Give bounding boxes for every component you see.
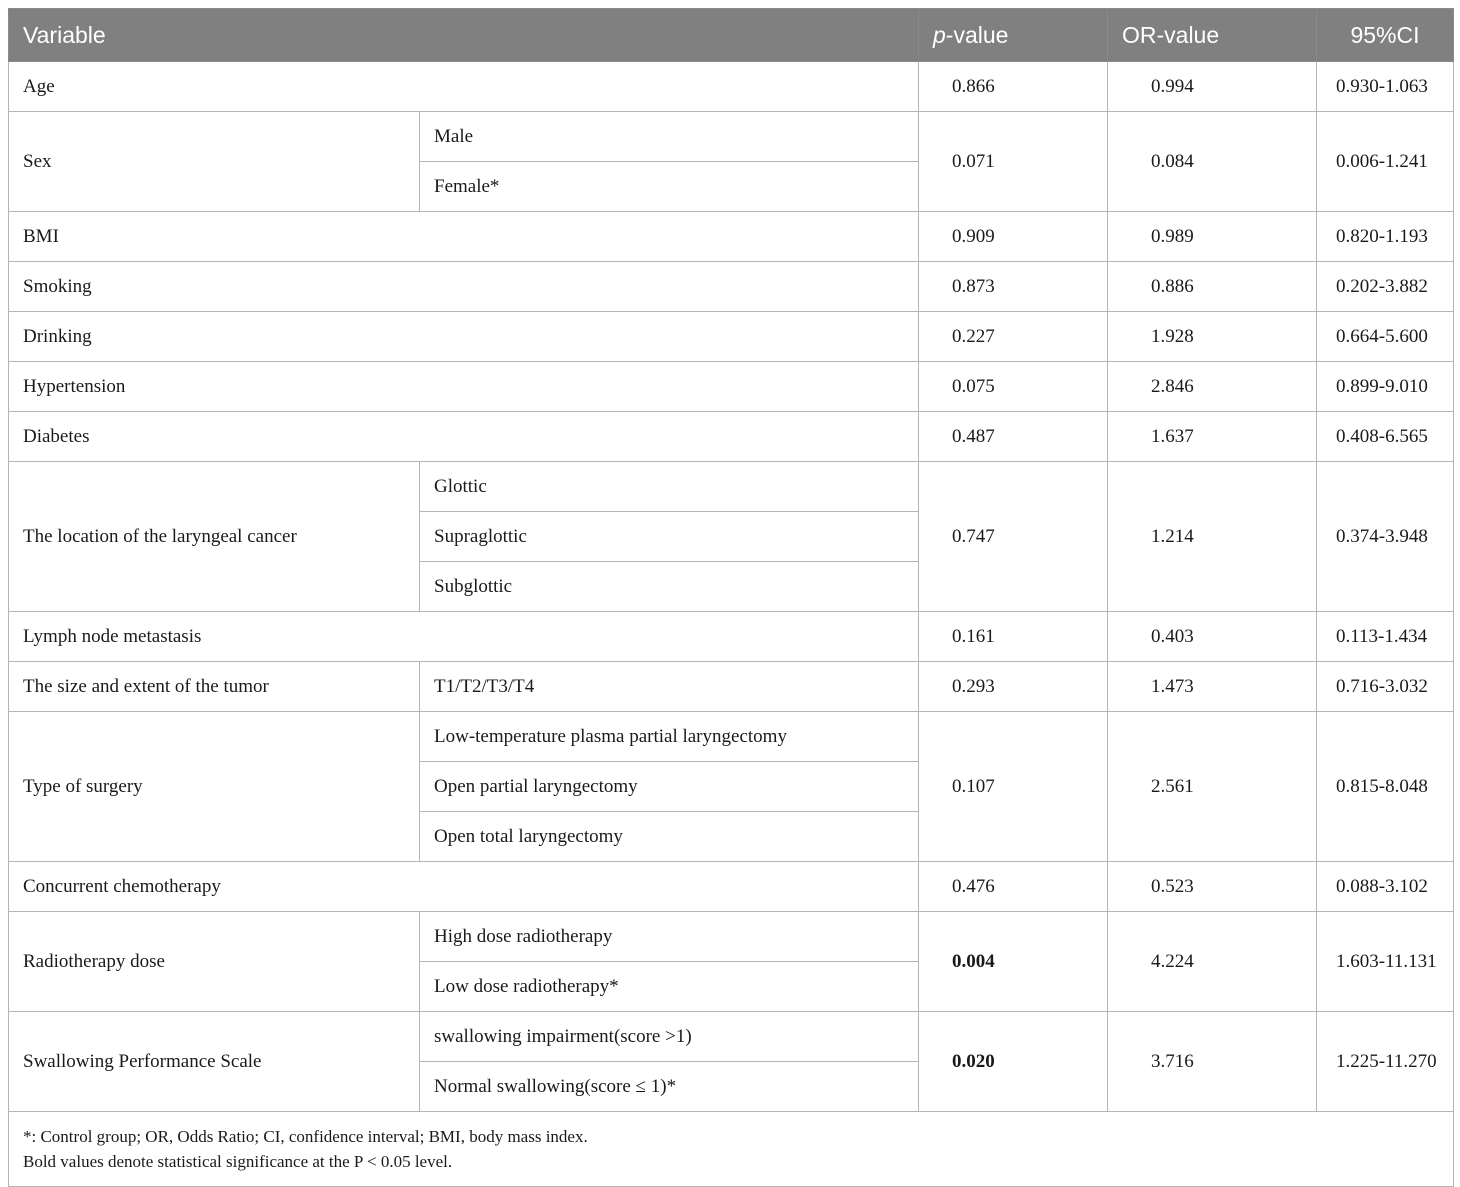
subcategory-cell: Normal swallowing(score ≤ 1)* <box>420 1062 919 1112</box>
subcategory-cell: Open partial laryngectomy <box>420 762 919 812</box>
subcategory-cell: Female* <box>420 162 919 212</box>
p-value-cell: 0.476 <box>919 862 1108 912</box>
variable-cell: The location of the laryngeal cancer <box>9 462 420 612</box>
ci-cell: 0.006-1.241 <box>1317 112 1454 212</box>
table-row <box>9 62 1454 112</box>
results-table-container <box>8 8 1453 1187</box>
table-row <box>9 112 1454 162</box>
header-p-italic: p <box>933 21 946 48</box>
variable-cell: Radiotherapy dose <box>9 912 420 1012</box>
p-value-cell: 0.866 <box>919 62 1108 112</box>
variable-cell: Hypertension <box>9 362 919 412</box>
or-value-cell: 1.637 <box>1108 412 1317 462</box>
ci-cell: 0.408-6.565 <box>1317 412 1454 462</box>
ci-cell: 1.603-11.131 <box>1317 912 1454 1012</box>
ci-cell: 1.225-11.270 <box>1317 1012 1454 1112</box>
footnote-row <box>9 1112 1454 1187</box>
variable-cell: The size and extent of the tumor <box>9 662 420 712</box>
header-ci: 95%CI <box>1317 9 1454 62</box>
or-value-cell: 2.561 <box>1108 712 1317 862</box>
header-p-rest: -value <box>945 21 1009 48</box>
ci-cell: 0.088-3.102 <box>1317 862 1454 912</box>
table-row <box>9 862 1454 912</box>
table-row <box>9 312 1454 362</box>
subcategory-cell: Male <box>420 112 919 162</box>
ci-cell: 0.202-3.882 <box>1317 262 1454 312</box>
p-value-cell: 0.873 <box>919 262 1108 312</box>
ci-cell: 0.820-1.193 <box>1317 212 1454 262</box>
p-value-cell: 0.293 <box>919 662 1108 712</box>
or-value-cell: 0.886 <box>1108 262 1317 312</box>
p-value-cell-significant: 0.020 <box>919 1012 1108 1112</box>
variable-cell: Swallowing Performance Scale <box>9 1012 420 1112</box>
p-value-cell: 0.909 <box>919 212 1108 262</box>
footnote-line-2: Bold values denote statistical significance at the P < 0.05 level. <box>23 1152 453 1171</box>
p-value-cell: 0.747 <box>919 462 1108 612</box>
table-row <box>9 362 1454 412</box>
variable-cell: Concurrent chemotherapy <box>9 862 919 912</box>
table-row <box>9 412 1454 462</box>
p-value-cell-significant: 0.004 <box>919 912 1108 1012</box>
subcategory-cell: Low-temperature plasma partial laryngectomy <box>420 712 919 762</box>
table-row <box>9 712 1454 762</box>
subcategory-cell: High dose radiotherapy <box>420 912 919 962</box>
header-p-value <box>919 9 1108 62</box>
p-value-cell: 0.075 <box>919 362 1108 412</box>
header-or-value: OR-value <box>1108 9 1317 62</box>
variable-cell: Type of surgery <box>9 712 420 862</box>
ci-cell: 0.716-3.032 <box>1317 662 1454 712</box>
p-value-cell: 0.227 <box>919 312 1108 362</box>
p-value-cell: 0.071 <box>919 112 1108 212</box>
variable-cell: Drinking <box>9 312 919 362</box>
or-value-cell: 4.224 <box>1108 912 1317 1012</box>
ci-cell: 0.664-5.600 <box>1317 312 1454 362</box>
ci-cell: 0.815-8.048 <box>1317 712 1454 862</box>
subcategory-cell: Open total laryngectomy <box>420 812 919 862</box>
logistic-regression-table <box>8 8 1454 1187</box>
or-value-cell: 0.523 <box>1108 862 1317 912</box>
subcategory-cell: Glottic <box>420 462 919 512</box>
ci-cell: 0.113-1.434 <box>1317 612 1454 662</box>
footnote-line-1: *: Control group; OR, Odds Ratio; CI, confidence interval; BMI, body mass index. <box>23 1127 588 1146</box>
table-row <box>9 612 1454 662</box>
header-variable: Variable <box>9 9 919 62</box>
table-row <box>9 212 1454 262</box>
variable-cell: BMI <box>9 212 919 262</box>
ci-cell: 0.930-1.063 <box>1317 62 1454 112</box>
or-value-cell: 0.084 <box>1108 112 1317 212</box>
or-value-cell: 2.846 <box>1108 362 1317 412</box>
footnote-cell <box>9 1112 1454 1187</box>
or-value-cell: 1.214 <box>1108 462 1317 612</box>
table-row <box>9 912 1454 962</box>
subcategory-cell: Subglottic <box>420 562 919 612</box>
table-row <box>9 262 1454 312</box>
p-value-cell: 0.107 <box>919 712 1108 862</box>
or-value-cell: 1.473 <box>1108 662 1317 712</box>
variable-cell: Diabetes <box>9 412 919 462</box>
or-value-cell: 0.403 <box>1108 612 1317 662</box>
or-value-cell: 0.989 <box>1108 212 1317 262</box>
subcategory-cell: T1/T2/T3/T4 <box>420 662 919 712</box>
variable-cell: Lymph node metastasis <box>9 612 919 662</box>
table-row <box>9 662 1454 712</box>
p-value-cell: 0.487 <box>919 412 1108 462</box>
variable-cell: Sex <box>9 112 420 212</box>
ci-cell: 0.899-9.010 <box>1317 362 1454 412</box>
or-value-cell: 0.994 <box>1108 62 1317 112</box>
p-value-cell: 0.161 <box>919 612 1108 662</box>
variable-cell: Age <box>9 62 919 112</box>
subcategory-cell: swallowing impairment(score >1) <box>420 1012 919 1062</box>
table-row <box>9 1012 1454 1062</box>
subcategory-cell: Low dose radiotherapy* <box>420 962 919 1012</box>
header-row <box>9 9 1454 62</box>
table-row <box>9 462 1454 512</box>
variable-cell: Smoking <box>9 262 919 312</box>
or-value-cell: 1.928 <box>1108 312 1317 362</box>
or-value-cell: 3.716 <box>1108 1012 1317 1112</box>
ci-cell: 0.374-3.948 <box>1317 462 1454 612</box>
subcategory-cell: Supraglottic <box>420 512 919 562</box>
